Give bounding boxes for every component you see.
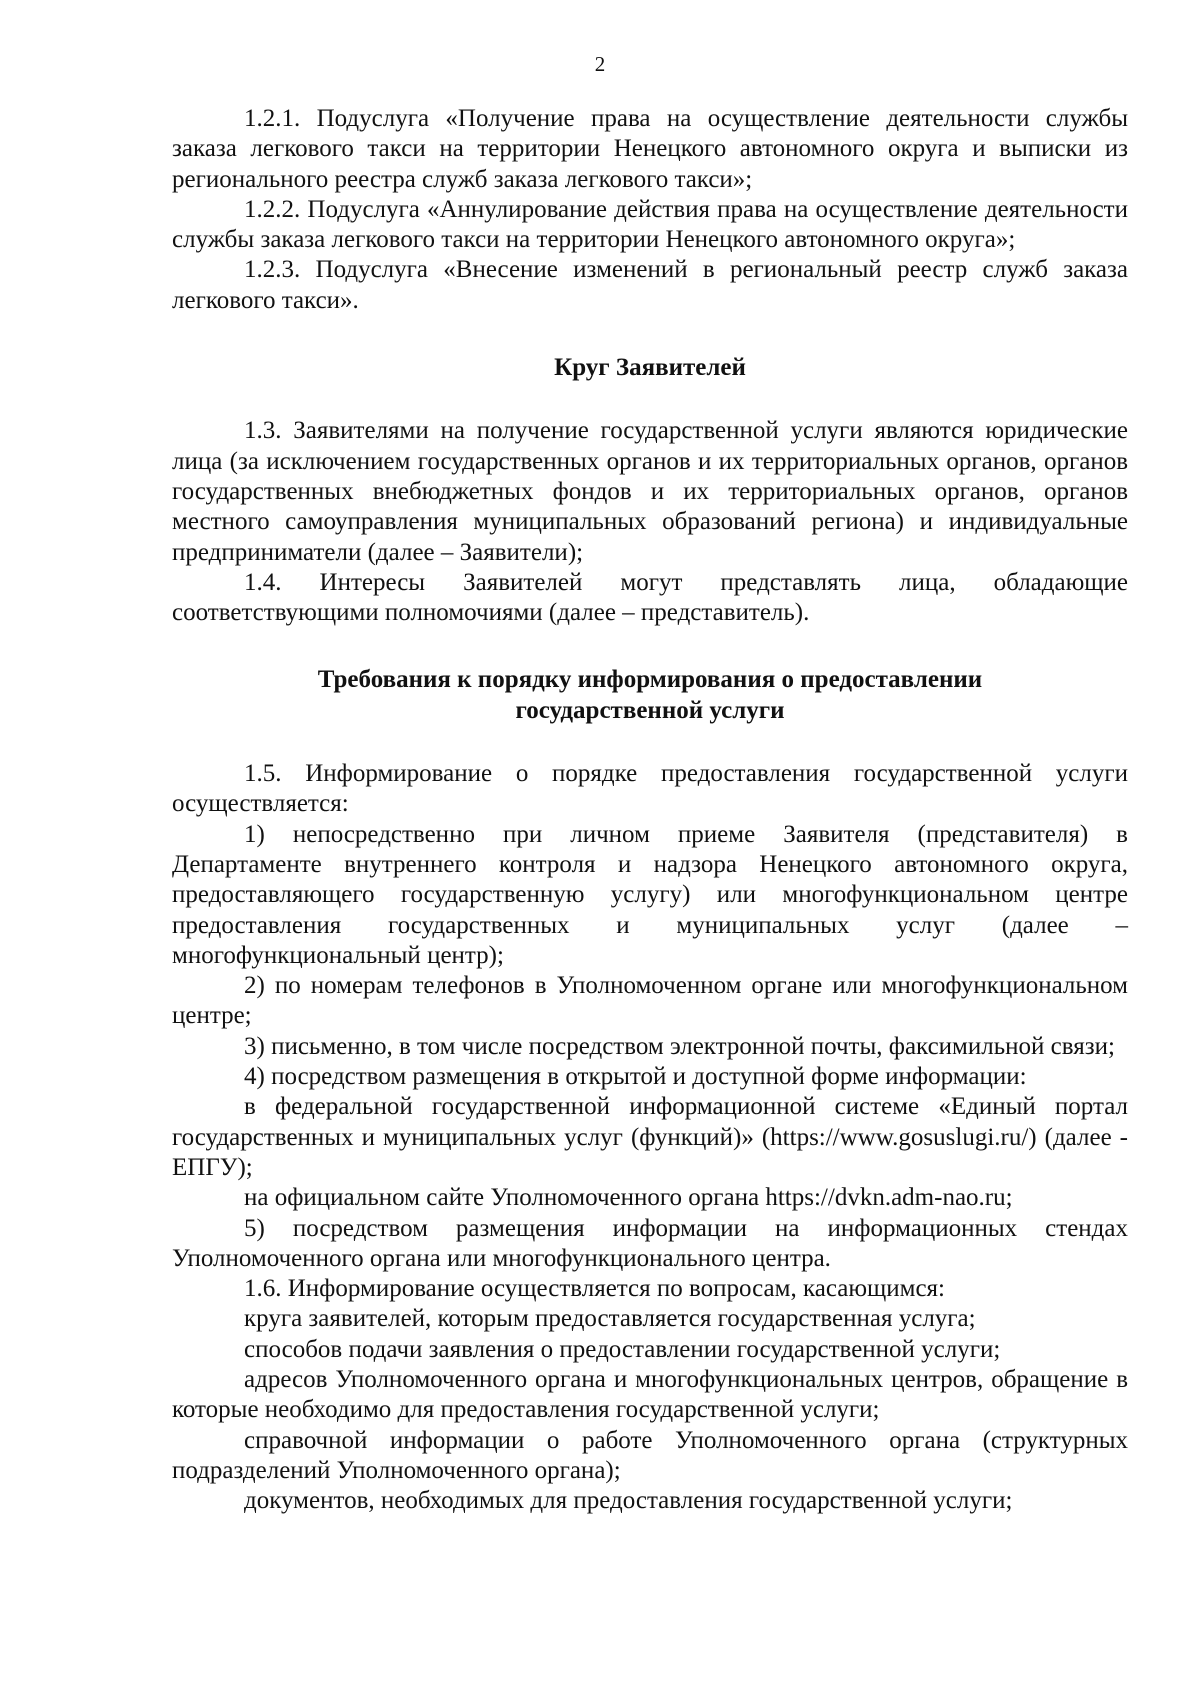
list-item-1: 1) непосредственно при личном приеме Заявителя (представителя) в Департаменте внутреннего контроля и надзора Ненецкого автономного округа, предоставляющего государственную услугу) или многофункциональном центре предоставления государственных и муниципальных услуг (далее – многофункциональный центр); [172,820,1128,969]
page-number: 2 [594,52,606,76]
topic-addresses: адресов Уполномоченного органа и многофункциональных центров, обращение в которые необходимо для предоставления государственной услуги; [172,1365,1128,1424]
list-item-4-site: на официальном сайте Уполномоченного органа https://dvkn.adm-nao.ru; [244,1184,1013,1212]
paragraph-1-2-1: 1.2.1. Подуслуга «Получение права на осуществление деятельности службы заказа легкового такси на территории Ненецкого автономного округа и выписки из регионального реестра служб заказа легкового такси»; [172,105,1128,193]
paragraph-1-5: 1.5. Информирование о порядке предоставления государственной услуги осуществляется: [172,760,1128,818]
list-item-3: 3) письменно, в том числе посредством электронной почты, факсимильной связи; [244,1032,1115,1060]
topic-submission: способов подачи заявления о предоставлении государственной услуги; [244,1335,1001,1363]
paragraph-1-3: 1.3. Заявителями на получение государственной услуги являются юридические лица (за исключением государственных органов и их территориальных органов, органов государственных внебюджетных фондов и их территориальных органов, органов местного самоуправления муниципальных образований региона) и индивидуальные предприниматели (далее – Заявители); [172,417,1128,566]
list-item-4-epgu: в федеральной государственной информационной системе «Единый портал государственных и муниципальных услуг (функций)» (https://www.gosuslugi.ru/) (далее - ЕПГУ); [172,1093,1128,1181]
list-item-4: 4) посредством размещения в открытой и доступной форме информации: [244,1063,1027,1091]
list-item-5: 5) посредством размещения информации на информационных стендах Уполномоченного органа или многофункционального центра. [172,1214,1128,1272]
paragraph-1-4: 1.4. Интересы Заявителей могут представлять лица, обладающие соответствующими полномочиями (далее – представитель). [172,568,1128,627]
list-item-2: 2) по номерам телефонов в Уполномоченном органе или многофункциональном центре; [172,972,1128,1030]
heading-informing-line2: государственной услуги [515,696,785,724]
paragraph-1-6: 1.6. Информирование осуществляется по вопросам, касающимся: [244,1275,945,1303]
document-body [172,104,1128,1516]
topic-reference-info: справочной информации о работе Уполномоченного органа (структурных подразделений Уполномоченного органа); [172,1426,1128,1484]
heading-applicants: Круг Заявителей [554,354,746,382]
topic-documents: документов, необходимых для предоставления государственной услуги; [244,1487,1013,1515]
heading-informing-line1: Требования к порядку информирования о предоставлении [317,666,983,694]
topic-applicants: круга заявителей, которым предоставляется государственная услуга; [244,1305,976,1333]
paragraph-1-2-2: 1.2.2. Подуслуга «Аннулирование действия права на осуществление деятельности службы заказа легкового такси на территории Ненецкого автономного округа»; [172,195,1128,254]
paragraph-1-2-3: 1.2.3. Подуслуга «Внесение изменений в региональный реестр служб заказа легкового такси». [172,256,1128,314]
